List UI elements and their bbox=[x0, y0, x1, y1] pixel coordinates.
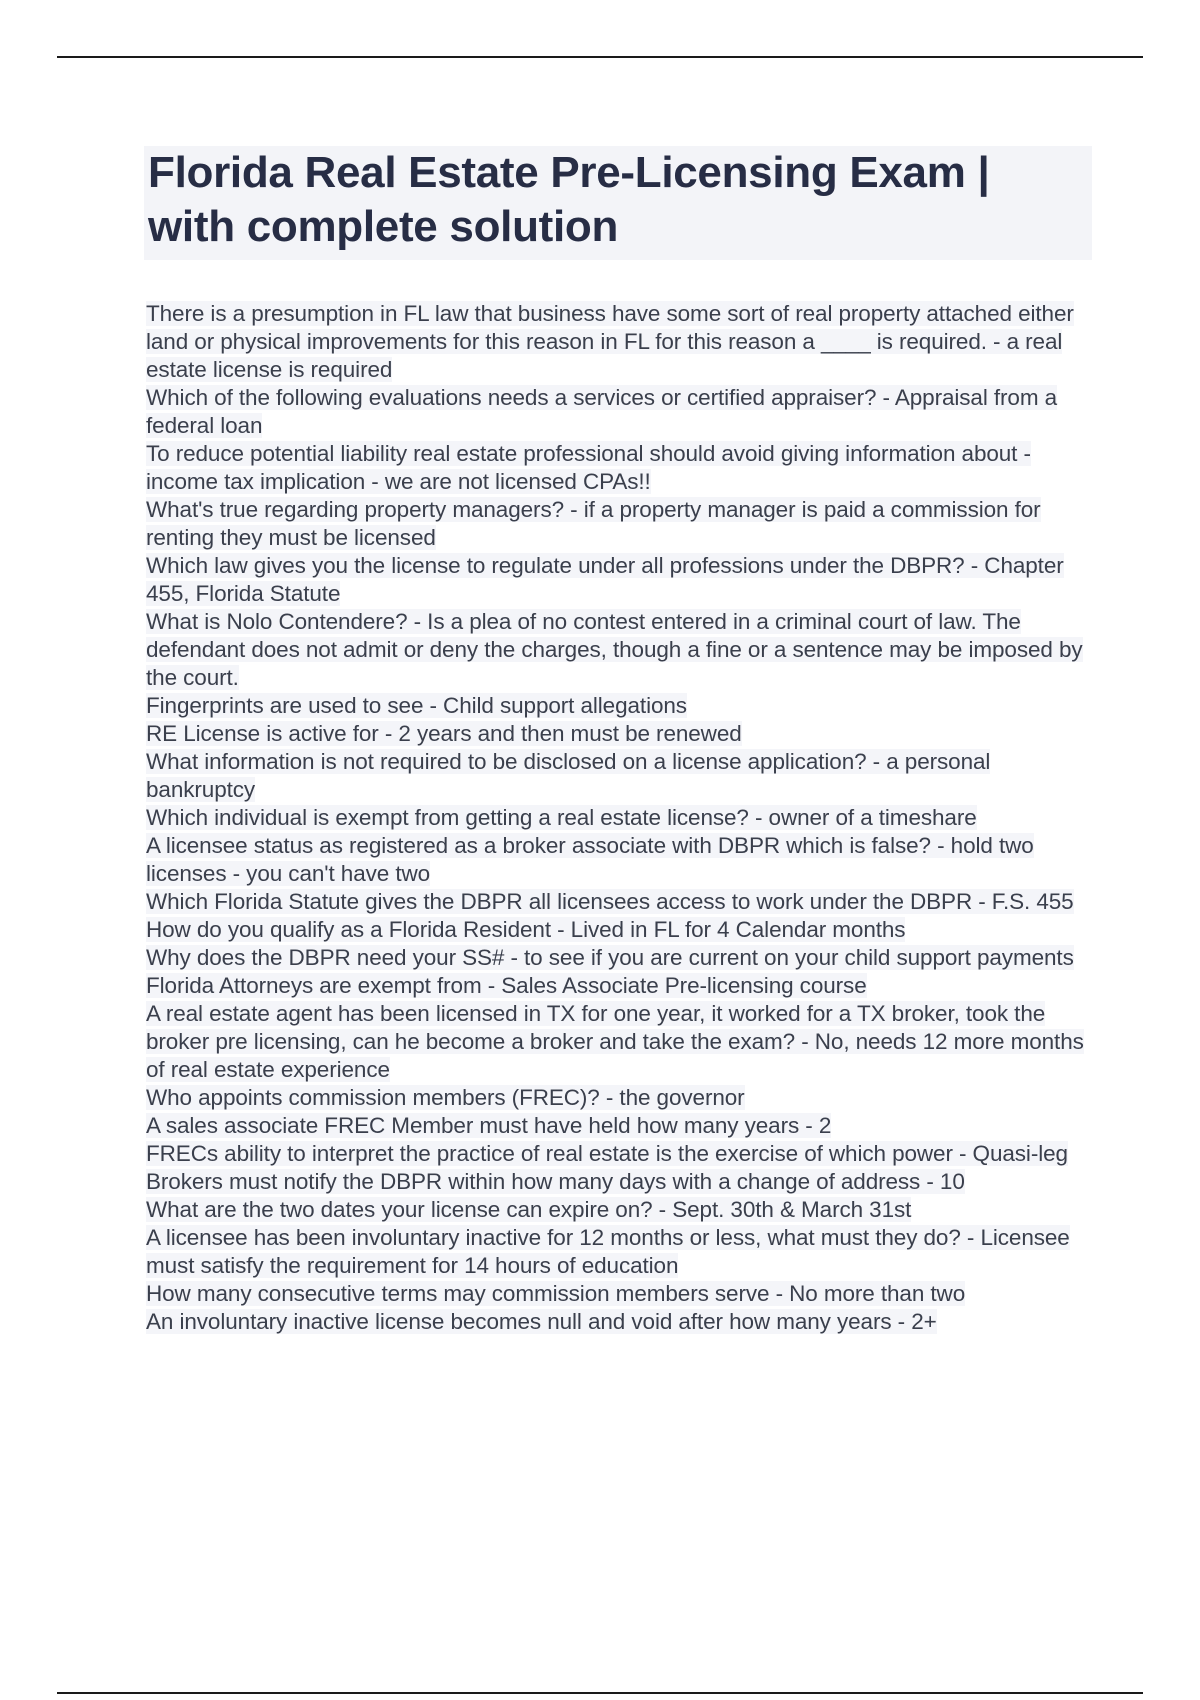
qa-item: What are the two dates your license can expire on? - Sept. 30th & March 31st bbox=[146, 1197, 912, 1222]
bottom-rule bbox=[57, 1692, 1143, 1694]
qa-item: FRECs ability to interpret the practice of real estate is the exercise of which power - Quasi-leg bbox=[146, 1141, 1068, 1166]
qa-item: Why does the DBPR need your SS# - to see if you are current on your child support payments bbox=[146, 945, 1074, 970]
qa-item: Brokers must notify the DBPR within how many days with a change of address - 10 bbox=[146, 1169, 965, 1194]
qa-item: Fingerprints are used to see - Child support allegations bbox=[146, 693, 687, 718]
qa-item: A licensee status as registered as a broker associate with DBPR which is false? - hold two licenses - you can't have two bbox=[146, 833, 1034, 886]
qa-item: Which Florida Statute gives the DBPR all licensees access to work under the DBPR - F.S. 455 bbox=[146, 889, 1074, 914]
top-rule bbox=[57, 56, 1143, 58]
document-title: Florida Real Estate Pre-Licensing Exam | with complete solution bbox=[148, 148, 990, 251]
qa-item: An involuntary inactive license becomes null and void after how many years - 2+ bbox=[146, 1309, 937, 1334]
qa-item: Which individual is exempt from getting a real estate license? - owner of a timeshare bbox=[146, 805, 977, 830]
qa-item: Which law gives you the license to regulate under all professions under the DBPR? - Chapter 455, Florida Statute bbox=[146, 553, 1064, 606]
qa-item: A real estate agent has been licensed in TX for one year, it worked for a TX broker, took the broker pre licensing, can he become a broker and take the exam? - No, needs 12 more months of real estate experience bbox=[146, 1001, 1084, 1082]
qa-item: What is Nolo Contendere? - Is a plea of no contest entered in a criminal court of law. The defendant does not admit or deny the charges, though a fine or a sentence may be imposed by the court. bbox=[146, 609, 1083, 690]
qa-item: To reduce potential liability real estate professional should avoid giving information about - income tax implication - we are not licensed CPAs!! bbox=[146, 441, 1031, 494]
qa-item: A sales associate FREC Member must have held how many years - 2 bbox=[146, 1113, 832, 1138]
qa-item: Who appoints commission members (FREC)? - the governor bbox=[146, 1085, 745, 1110]
qa-item: There is a presumption in FL law that business have some sort of real property attached either land or physical improvements for this reason in FL for this reason a ____ is required. - a real estate license is required bbox=[146, 301, 1074, 382]
qa-item: A licensee has been involuntary inactive for 12 months or less, what must they do? - Licensee must satisfy the requirement for 14 hours of education bbox=[146, 1225, 1070, 1278]
qa-item: RE License is active for - 2 years and then must be renewed bbox=[146, 721, 742, 746]
qa-item: What's true regarding property managers? - if a property manager is paid a commission for renting they must be licensed bbox=[146, 497, 1041, 550]
qa-item: How many consecutive terms may commission members serve - No more than two bbox=[146, 1281, 966, 1306]
qa-item: What information is not required to be disclosed on a license application? - a personal bankruptcy bbox=[146, 749, 991, 802]
qa-item: Florida Attorneys are exempt from - Sales Associate Pre-licensing course bbox=[146, 973, 867, 998]
qa-item: How do you qualify as a Florida Resident - Lived in FL for 4 Calendar months bbox=[146, 917, 906, 942]
qa-list bbox=[146, 300, 1096, 1336]
qa-item: Which of the following evaluations needs a services or certified appraiser? - Appraisal from a federal loan bbox=[146, 385, 1058, 438]
title-block bbox=[144, 146, 1092, 260]
